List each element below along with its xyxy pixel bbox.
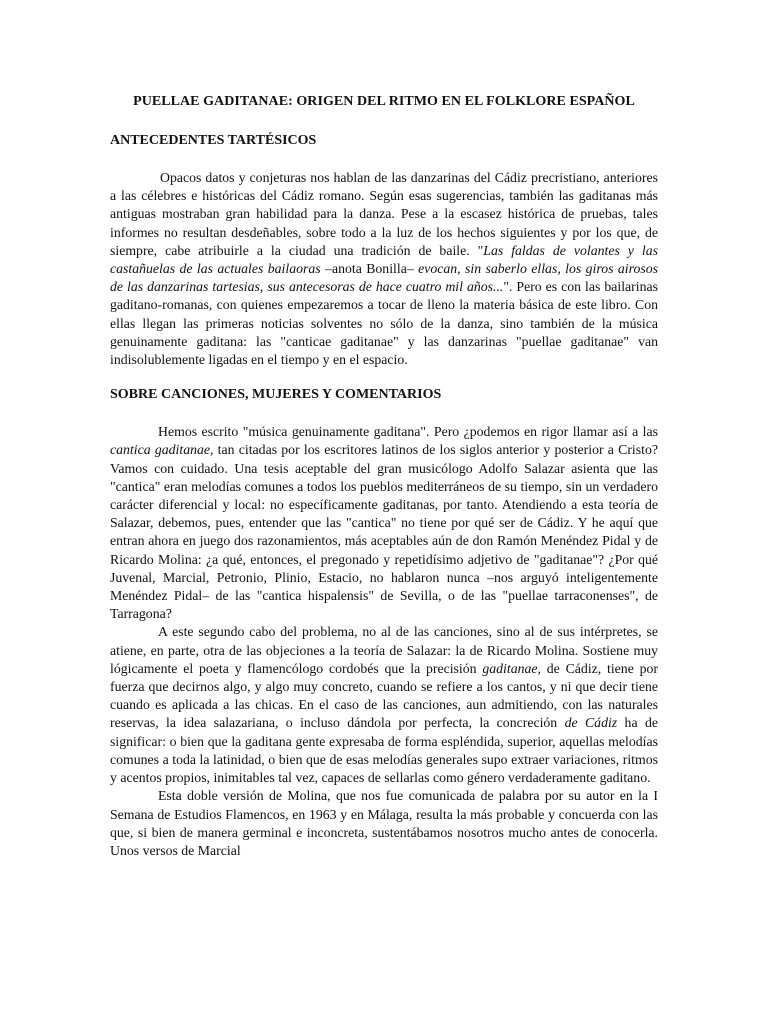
text-run: –anota Bonilla– — [320, 261, 419, 277]
paragraph-tartesicos — [110, 169, 658, 369]
text-run: A este segundo cabo del problema, no al de las canciones, sino al de sus intérpretes, se atiene, en parte, otra de las objeciones a la teoría de Salazar: la de Ricardo Molina. Sostiene muy lógicamente el poeta y flamencólogo cordobés que la precisión — [110, 624, 658, 676]
paragraph-canciones-3: Esta doble versión de Molina, que nos fue comunicada de palabra por su autor en la I Semana de Estudios Flamencos, en 1963 y en Málaga, resulta la más probable y concuerda con las que, si bien de manera germinal e inconcreta, sustentábamos nosotros mucho antes de conocerla. Unos versos de Marcial — [110, 788, 658, 858]
text-run: , de Cádiz, tiene por fuerza que decirnos algo, y algo muy concreto, cuando se refiere a los cantos, y ni que decir tiene cuando es aplicada a las chicas. En el caso de las canciones, aun admitiendo, con las naturales reservas, la idea salazariana, o incluso dándola por perfecta, la concreción — [110, 660, 659, 731]
document-title: PUELLAE GADITANAE: ORIGEN DEL RITMO EN EL FOLKLORE ESPAÑOL — [133, 94, 635, 109]
paragraph-canciones-1 — [110, 423, 658, 623]
paragraph-canciones-2 — [110, 623, 658, 787]
section-heading-canciones: SOBRE CANCIONES, MUJERES Y COMENTARIOS — [110, 387, 442, 403]
quote-italic: evocan, sin saberlo ellas, los giros airosos de las danzarinas tartesias, sus antecesoras de hace cuatro mil años... — [110, 261, 658, 295]
quote-italic: Las faldas de volantes y las castañuelas de las actuales bailaoras — [110, 242, 658, 277]
text-run: ha de significar: o bien que la gaditana gente expresaba de forma espléndida, superior, aquellas melodías comunes a toda la latinidad, o bien que de esas melodías generales supo extraer variaciones, ritmos y acentos propios, inimitables tal vez, capaces de sellarlas como género verdaderamente gaditano. — [110, 715, 658, 786]
term-italic: cantica gaditanae — [110, 442, 211, 458]
text-run: ". Pero es con las bailarinas gaditano-romanas, con quienes empezaremos a tocar de lleno la materia básica de este libro. Con ellas llegan las primeras noticias solventes no sólo de la danza, sino también de la música genuinamente gaditana: las "canticae gaditanae" y las danzarinas "puellae gaditanae" van indisolublemente ligadas en el tiempo y en el espacio. — [110, 279, 658, 368]
section-heading-tartesicos: ANTECEDENTES TARTÉSICOS — [110, 133, 317, 148]
text-run: , tan citadas por los escritores latinos de los siglos anterior y posterior a Cristo? Vamos con cuidado. Una tesis aceptable del gran musicólogo Adolfo Salazar asienta que las "cantica" eran melodías comunes a todos los pueblos mediterráneos de su tiempo, sin un verdadero carácter diferencial y local: no específicamente gaditanas, por tanto. Atendiendo a esta teoría de Salazar, debemos, pues, entender que las "cantica" no tiene por qué ser de Cádiz. Y he aquí que entran ahora en juego dos razonamientos, más aceptables aún de don Ramón Menéndez Pidal y de Ricardo Molina: ¿a qué, entonces, el pregonado y repetidísimo adjetivo de "gaditanae"? ¿Por qué Juvenal, Marcial, Petronio, Plinio, Estacio, no hablaron nunca –nos arguyó inteligentemente Menéndez Pidal– de las "cantica hispalensis" de Sevilla, o de las "puellae tarraconenses", de Tarragona? — [110, 442, 658, 622]
term-italic: de Cádiz — [564, 715, 618, 731]
text-run: Opacos datos y conjeturas nos hablan de las danzarinas del Cádiz precristiano, anteriores a las célebres e históricas del Cádiz romano. Según esas sugerencias, también las gaditanas más antiguas mostraban gran habilidad para la danza. Pese a la escasez histórica de pruebas, tales informes no resultan desdeñables, sobre todo a la luz de los hechos siguientes y por los que, de siempre, cabe atribuirle a la ciudad una tradición de baile. " — [110, 170, 658, 258]
text-run: Hemos escrito "música genuinamente gaditana". Pero ¿podemos en rigor llamar así a las — [158, 424, 658, 440]
term-italic: gaditanae — [482, 660, 538, 676]
